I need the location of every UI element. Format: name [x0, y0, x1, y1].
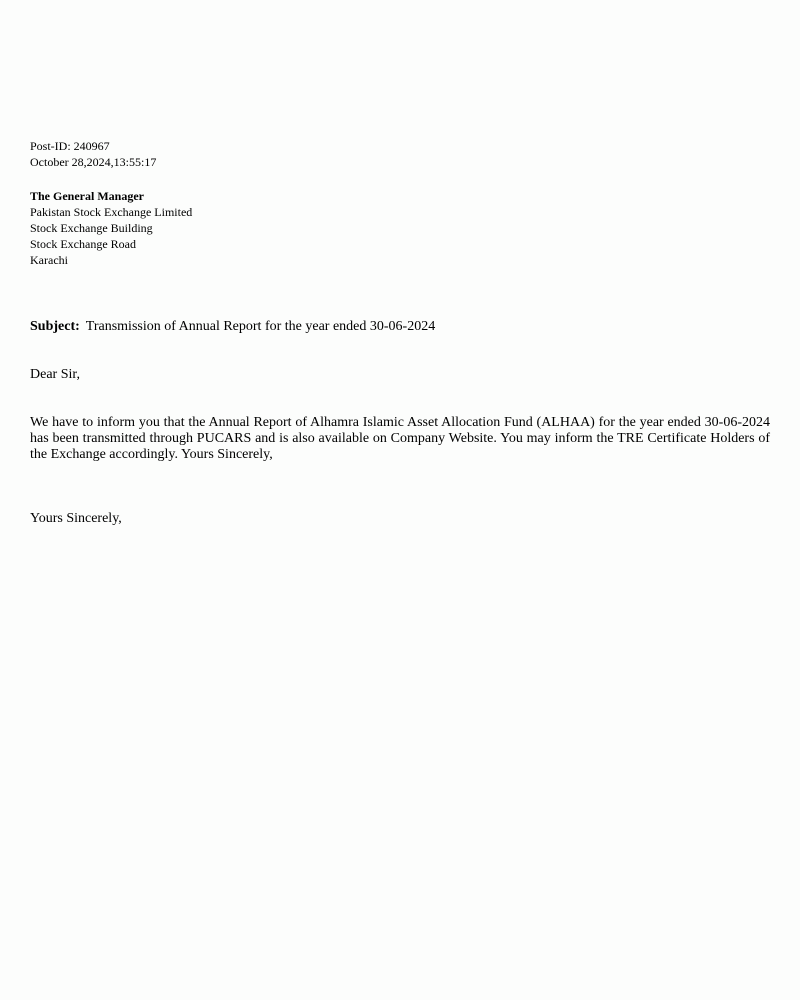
letter-meta — [30, 138, 156, 170]
subject-label: Subject: — [30, 319, 80, 334]
post-datetime: October 28,2024,13:55:17 — [30, 155, 157, 169]
recipient-organization: Pakistan Stock Exchange Limited — [30, 205, 193, 219]
salutation: Dear Sir, — [30, 367, 80, 382]
letter-body: We have to inform you that the Annual Report of Alhamra Islamic Asset Allocation Fund (ALHAA) for the year ended 30-06-2024 has been transmitted through PUCARS and is also available on Company Website. You may inform the TRE Certificate Holders of the Exchange accordingly. Yours Sincerely, — [30, 415, 770, 462]
recipient-road: Stock Exchange Road — [30, 237, 136, 251]
subject-text: Transmission of Annual Report for the year ended 30-06-2024 — [85, 319, 436, 334]
recipient-address — [30, 188, 192, 268]
recipient-building: Stock Exchange Building — [30, 221, 153, 235]
post-id: Post-ID: 240967 — [30, 139, 110, 153]
recipient-city: Karachi — [30, 253, 68, 267]
closing: Yours Sincerely, — [30, 511, 122, 526]
recipient-name: The General Manager — [30, 189, 144, 203]
subject-line — [30, 319, 435, 335]
